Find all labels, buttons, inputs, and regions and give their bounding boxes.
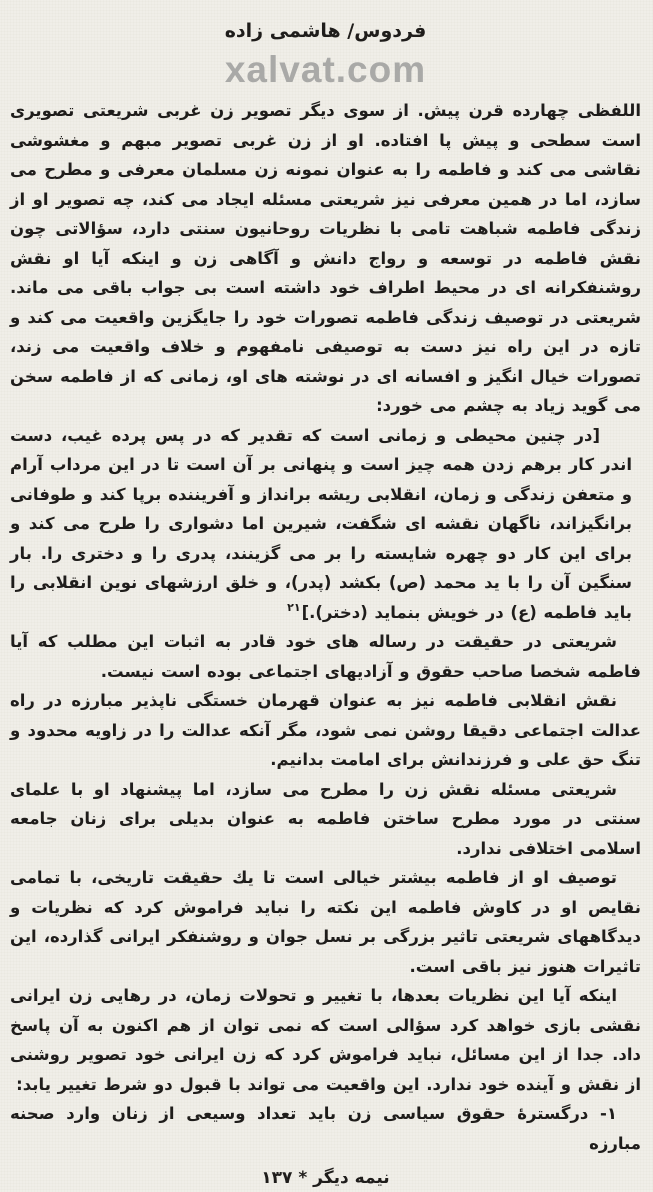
quote-paragraph — [10, 421, 641, 628]
paragraph-continuation: اللفظی چهارده قرن پیش. از سوی دیگر تصویر زن غربی شریعتی تصویری است سطحی و پیش پا افتاده. او از زن غربی تصویر مبهم و مغشوشی نقاشی می کند و فاطمه را به عنوان نمونه زن مسلمان معرفی و مطرح می سازد، اما در همین معرفی نیز شریعتی مسئله ایجاد می کند، چه تصویر او از زندگی فاطمه شباهت تامی با نظریات روحانیون سنتی دارد، سؤالاتی چون نقش فاطمه در توسعه و رواج دانش و آگاهی زن و اینکه آیا او نقش روشنفکرانه ای در محیط اطراف خود داشته است بی جواب باقی می ماند. شریعتی در توصیف زندگی فاطمه تصورات خود را جایگزین واقعیت می کند و تازه در این راه نیز دست به توصیفی نامفهوم و خلاف واقعیت می زند، تصورات خیال انگیز و افسانه ای در نوشته های او، زمانی که از فاطمه سخن می گوید زیاد به چشم می خورد: — [10, 101, 641, 415]
page-footer: نیمه دیگر * ۱۳۷ — [261, 1168, 390, 1188]
paragraph: شریعتی مسئله نقش زن را مطرح می سازد، اما پیشنهاد او با علمای سنتی در مورد مطرح ساختن فاطمه به عنوان بدیلی برای زنان جامعه اسلامی اختلافی ندارد. — [10, 779, 641, 858]
footnote-marker: ۲۱ — [287, 601, 301, 614]
numbered-list-item: ۱- درگسترهٔ حقوق سیاسی زن باید تعداد وسیعی از زنان وارد صحنه مبارزه — [10, 1104, 641, 1153]
paragraph: توصیف او از فاطمه بیشتر خیالی است تا یك حقیقت تاریخی، با تمامی نقایص او در کاوش فاطمه این نکته را نباید فراموش کرد که نظریات و دیدگاههای شریعتی تاثیر بزرگی بر نسل جوان و روشنفکر ایرانی گذارده، این تاثیرات هنوز نیز باقی است. — [10, 868, 641, 976]
paragraph: شریعتی در حقیقت در رساله های خود قادر به اثبات این مطلب که آیا فاطمه شخصا صاحب حقوق و آزادیهای اجتماعی بوده است نیست. — [10, 632, 641, 681]
article-body — [10, 96, 641, 1158]
paragraph: نقش انقلابی فاطمه نیز به عنوان قهرمان خستگی ناپذیر مبارزه در راه عدالت اجتماعی دقیقا روشن نمی شود، مگر آنکه عدالت را در زاویه محدود و تنگ حق علی و فرزندانش برای امامت بدانیم. — [10, 691, 641, 769]
quote-text: [در چنین محیطی و زمانی است که تقدیر که در پس پرده غیب، دست اندر کار برهم زدن همه چیز است و پنهانی بر آن است تا در این مرداب آرام و متعفن زندگی و زمان، انقلابی ریشه برانداز و آفریننده برپا کند و طوفانی برانگیزاند، ناگهان نقشه ای شگفت، شیرین اما دشواری را طرح می کند و برای این کار دو چهره شایسته را بر می گزینند، پدری را و دختری را. بار سنگین آن را با ید محمد (ص) بکشد (پدر)، و خلق ارزشهای نوین انقلابی را باید فاطمه (ع) در خویش بنماید (دختر).] — [10, 425, 632, 622]
paragraph: اینکه آیا این نظریات بعدها، با تغییر و تحولات زمان، در رهایی زن ایرانی نقشی بازی خواهد کرد سؤالی است که نمی توان از هم اکنون به آن پاسخ داد. جدا از این مسائل، نباید فراموش کرد که زن ایرانی خود تصویر روشنی از نقش و آینده خود ندارد. این واقعیت می تواند با قبول دو شرط تغییر یابد: — [10, 986, 641, 1094]
watermark-text: xalvat.com — [224, 49, 427, 90]
page-header-author: فردوس/ هاشمی زاده — [224, 20, 427, 42]
